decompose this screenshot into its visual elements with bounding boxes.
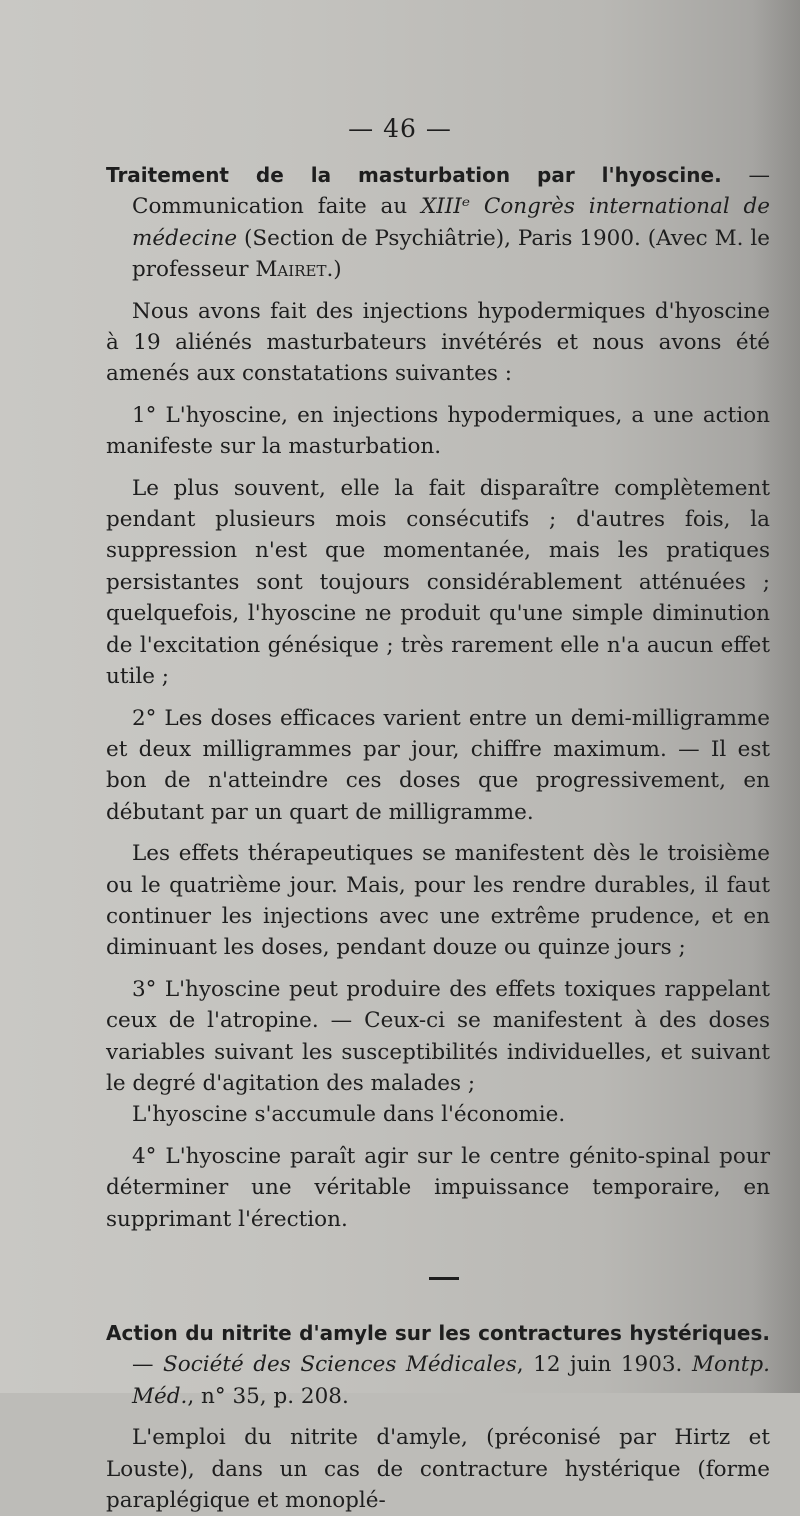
section1-intro-text-1: — Communication faite au [132, 163, 770, 220]
section1-heading [106, 160, 770, 286]
section1-paragraph-3: Le plus souvent, elle la fait disparaître complètement pendant plusieurs mois consécutifs ; d'autres fois, la suppression n'est que momentanée, mais les pratiques persistantes sont toujours considérablement atténuées ; quelquefois, l'hyoscine ne produit qu'une simple diminution de l'excitation génésique ; très rarement elle n'a aucun effet utile ; [106, 475, 770, 690]
section1-paragraph-2: 1° L'hyoscine, en injections hypodermiques, a une action manifeste sur la masturbation. [106, 402, 770, 460]
section1-professor: Mairet [255, 257, 327, 283]
section1-congress-ordinal: XIIIᵉ [420, 194, 471, 220]
section1-paragraph-5: Les effets thérapeutiques se manifestent dès le troisième ou le quatrième jour. Mais, pour les rendre durables, il faut continuer les injections avec une extrême prudence, et en diminuant les doses, pendant douze ou quinze jours ; [106, 841, 770, 961]
section1-title: Traitement de la masturbation par l'hyoscine. [106, 163, 722, 187]
section2-date: , 12 juin 1903. [516, 1352, 692, 1378]
section2-dash: — [132, 1352, 164, 1378]
section2-society: Société des Sciences Médicales [163, 1352, 517, 1378]
section1-paragraph-8: 4° L'hyoscine paraît agir sur le centre génito-spinal pour déterminer une véritable impuissance temporaire, en supprimant l'érection. [106, 1143, 770, 1232]
section2-title: Action du nitrite d'amyle sur les contractures hystériques. [106, 1321, 770, 1345]
section-separator [429, 1277, 459, 1280]
page-number: — 46 — [348, 114, 452, 143]
page-content [106, 160, 770, 1516]
section2-heading [106, 1318, 770, 1412]
section2-paragraph-1: L'emploi du nitrite d'amyle, (préconisé par Hirtz et Louste), dans un cas de contracture hystérique (forme paraplégique et monoplé- [106, 1425, 770, 1514]
section1-intro-text-3: .) [326, 257, 342, 283]
section2-journal: Montp. Méd. [132, 1352, 770, 1409]
section1-paragraph-6: 3° L'hyoscine peut produire des effets toxiques rappelant ceux de l'atropine. — Ceux-ci se manifestent à des doses variables suivant les susceptibilités individuelles, et suivant le degré d'agitation des malades ; [106, 976, 770, 1096]
section1-paragraph-1: Nous avons fait des injections hypodermiques d'hyoscine à 19 aliénés masturbateurs invétérés et nous avons été amenés aux constatations suivantes : [106, 298, 770, 387]
section1-paragraph-7: L'hyoscine s'accumule dans l'économie. [132, 1102, 566, 1128]
section2-ref: , n° 35, p. 208. [187, 1383, 349, 1409]
section1-intro-text-2: (Section de Psychiâtrie), Paris 1900. (Avec M. le professeur [132, 225, 770, 283]
section1-congress-name: Congrès international de médecine [132, 194, 770, 251]
section1-paragraph-4: 2° Les doses efficaces varient entre un demi-milligramme et deux milligrammes par jour, chiffre maximum. — Il est bon de n'atteindre ces doses que progressivement, en débutant par un quart de milligramme. [106, 705, 770, 825]
